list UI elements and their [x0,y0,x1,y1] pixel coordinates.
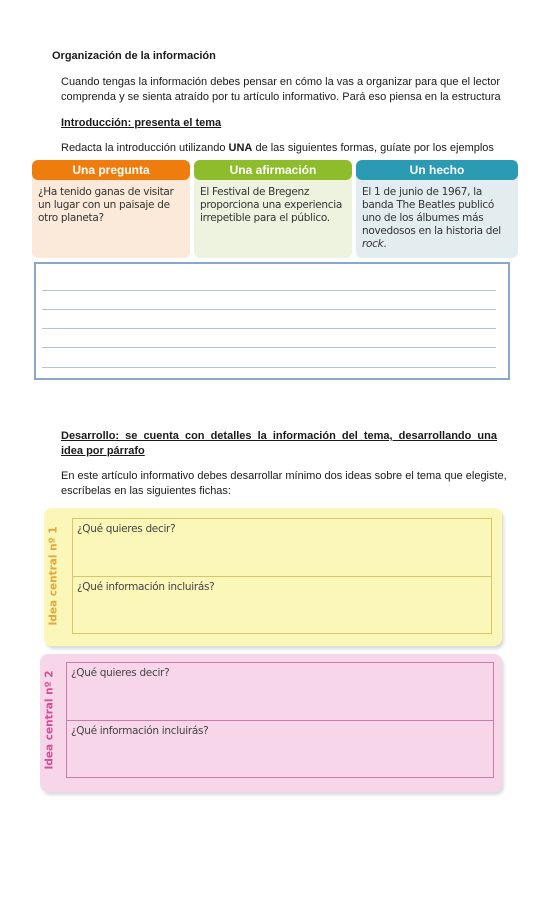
idea-2-question-2: ¿Qué información incluirás? [71,725,209,737]
card-afirmacion-text: El Festival de Bregenz proporciona una experiencia irrepetible para el público. [200,186,342,224]
intro-paragraph [61,75,501,105]
introduccion-title: Introducción: presenta el tema [61,117,222,129]
divider [67,720,493,721]
card-pregunta-text: ¿Ha tenido ganas de visitar un lugar con un paisaje de otro planeta? [38,186,174,224]
writing-line [42,328,496,329]
idea-card-2-label-wrap [40,662,58,778]
divider [73,576,491,577]
intro-line-2: comprenda y se sienta atraído por tu artículo informativo. Pará eso piensa en la estructura [61,91,501,103]
writing-line [42,309,496,310]
card-pregunta [32,160,190,258]
desarrollo-text: En este artículo informativo debes desarrollar mínimo dos ideas sobre el tema que elegiste, escríbelas en las siguientes fichas: [61,470,507,497]
writing-line [42,367,496,368]
card-hecho-text: El 1 de junio de 1967, la banda The Beatles publicó uno de los álbumes más novedosos en la historia del rock. [362,186,501,250]
idea-card-2 [40,654,502,792]
card-afirmacion-title: Una afirmación [194,160,352,180]
section-heading: Organización de la información [52,50,216,62]
desarrollo-title-line-1: Desarrollo: se cuenta con detalles la información del tema, desarrollando una [61,430,497,442]
instruction-text-end: de las siguientes formas, guíate por los ejemplos [252,142,494,154]
idea-1-question-1: ¿Qué quieres decir? [77,523,176,535]
desarrollo-title-line-2: idea por párrafo [61,445,145,457]
writing-line [42,347,496,348]
card-pregunta-title: Una pregunta [32,160,190,180]
intro-line-1: Cuando tengas la información debes pensar en cómo la vas a organizar para que el lector [61,76,501,88]
idea-card-2-fields[interactable] [66,662,494,778]
idea-card-1-label: Idea central nº 1 [47,526,60,626]
idea-1-question-2: ¿Qué información incluirás? [77,581,215,593]
instruction-text: Redacta la introducción utilizando [61,142,229,154]
idea-card-2-label: Idea central nº 2 [43,670,56,770]
card-hecho-title: Un hecho [356,160,518,180]
card-afirmacion [194,160,352,258]
idea-2-question-1: ¿Qué quieres decir? [71,667,170,679]
introduction-answer-box[interactable] [34,262,510,380]
instruction-bold: UNA [228,142,253,154]
card-hecho [356,160,518,258]
writing-line [42,290,496,291]
introduccion-instruction [61,141,494,156]
idea-card-1-label-wrap [44,518,62,634]
idea-card-1-fields[interactable] [72,518,492,634]
example-cards [32,160,518,260]
idea-card-1 [44,508,502,646]
